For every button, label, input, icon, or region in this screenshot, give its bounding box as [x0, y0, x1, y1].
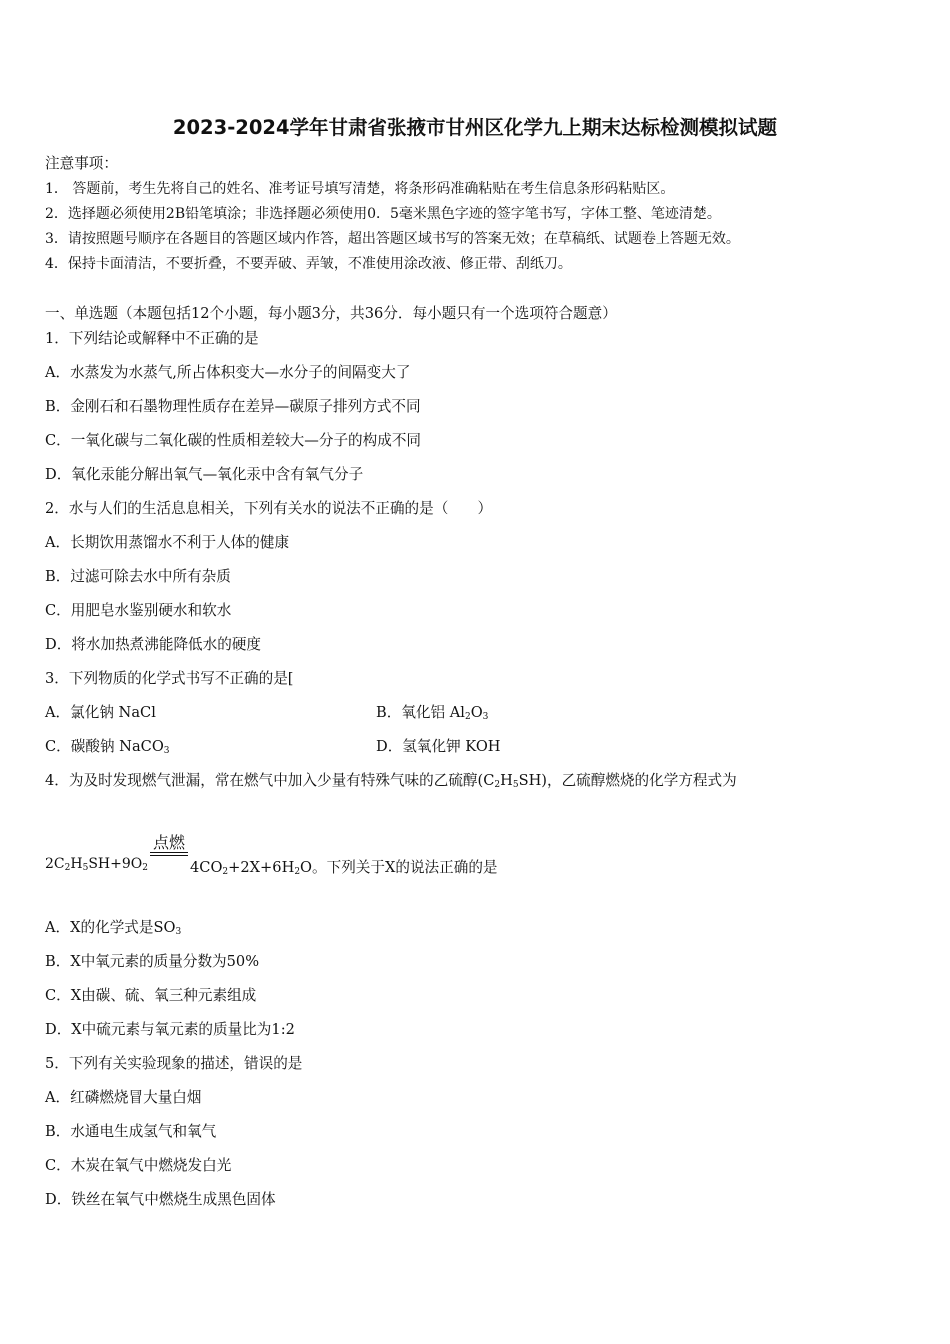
- q5-stem: 5．下列有关实验现象的描述，错误的是: [45, 1055, 303, 1072]
- q1-option-b: B．金刚石和石墨物理性质存在差异—碳原子排列方式不同: [45, 398, 421, 415]
- q3-option-a: A．氯化钠 NaCl: [45, 704, 156, 721]
- q3-option-c: C．碳酸钠 NaCO$_3$: [45, 738, 170, 756]
- q4-equation-right: $4CO_2+2X+6H_2O$。下列关于X的说法正确的是: [190, 859, 498, 877]
- section-heading: 一、单选题（本题包括12个小题，每小题3分，共36分．每小题只有一个选项符合题意）: [45, 305, 617, 322]
- condition-label: 点燃: [152, 833, 185, 852]
- notice-item-2: 2．选择题必须使用2B铅笔填涂；非选择题必须使用0．5毫米黑色字迹的签字笔书写，字体工整、笔迹清楚。: [45, 206, 721, 222]
- q2-option-d: D．将水加热煮沸能降低水的硬度: [45, 636, 262, 653]
- q2-option-c: C．用肥皂水鉴别硬水和软水: [45, 602, 232, 619]
- q5-option-c: C．木炭在氧气中燃烧发白光: [45, 1157, 232, 1174]
- q3-option-d: D．氢氧化钾 KOH: [376, 738, 501, 755]
- reaction-condition: [150, 830, 190, 856]
- notice-item-3: 3．请按照题号顺序在各题目的答题区域内作答，超出答题区域书写的答案无效；在草稿纸、试题卷上答题无效。: [45, 231, 740, 247]
- q3-stem: 3．下列物质的化学式书写不正确的是[: [45, 670, 294, 687]
- q3-option-b: B．氧化铝 $Al_2O_3$: [376, 704, 489, 722]
- q4-equation-left: $2C_2H_5SH+9O_2$: [45, 856, 148, 873]
- q1-option-d: D．氧化汞能分解出氧气—氧化汞中含有氧气分子: [45, 466, 364, 483]
- q1-option-a: A．水蒸发为水蒸气,所占体积变大—水分子的间隔变大了: [45, 364, 411, 381]
- equals-bar-top: [150, 852, 188, 853]
- q1-option-c: C．一氧化碳与二氧化碳的性质相差较大—分子的构成不同: [45, 432, 422, 449]
- q2-option-b: B．过滤可除去水中所有杂质: [45, 568, 231, 585]
- q5-option-a: A．红磷燃烧冒大量白烟: [45, 1089, 202, 1106]
- q2-stem: 2．水与人们的生活息息相关，下列有关水的说法不正确的是（ ）: [45, 500, 493, 517]
- q4-option-d: D．X中硫元素与氧元素的质量比为1:2: [45, 1021, 295, 1038]
- notice-item-4: 4．保持卡面清洁，不要折叠，不要弄破、弄皱，不准使用涂改液、修正带、刮纸刀。: [45, 256, 572, 272]
- q1-stem: 1．下列结论或解释中不正确的是: [45, 330, 259, 347]
- notice-item-1: 1． 答题前，考生先将自己的姓名、准考证号填写清楚，将条形码准确粘贴在考生信息条形码粘贴区。: [45, 181, 675, 197]
- page-title: 2023-2024学年甘肃省张掖市甘州区化学九上期末达标检测模拟试题: [172, 116, 778, 139]
- notice-heading: 注意事项：: [45, 155, 118, 172]
- equals-bar-bottom: [150, 855, 188, 856]
- q4-option-c: C．X由碳、硫、氧三种元素组成: [45, 987, 257, 1004]
- q4-option-a: A．X的化学式是$SO_3$: [45, 919, 182, 937]
- q4-option-b: B．X中氧元素的质量分数为50%: [45, 953, 260, 970]
- q4-stem: 4．为及时发现燃气泄漏，常在燃气中加入少量有特殊气味的乙硫醇$(C_2H_5SH)$，乙硫醇燃烧的化学方程式为: [45, 772, 737, 790]
- q5-option-d: D．铁丝在氧气中燃烧生成黑色固体: [45, 1191, 276, 1208]
- q5-option-b: B．水通电生成氢气和氧气: [45, 1123, 217, 1140]
- q2-option-a: A．长期饮用蒸馏水不利于人体的健康: [45, 534, 290, 551]
